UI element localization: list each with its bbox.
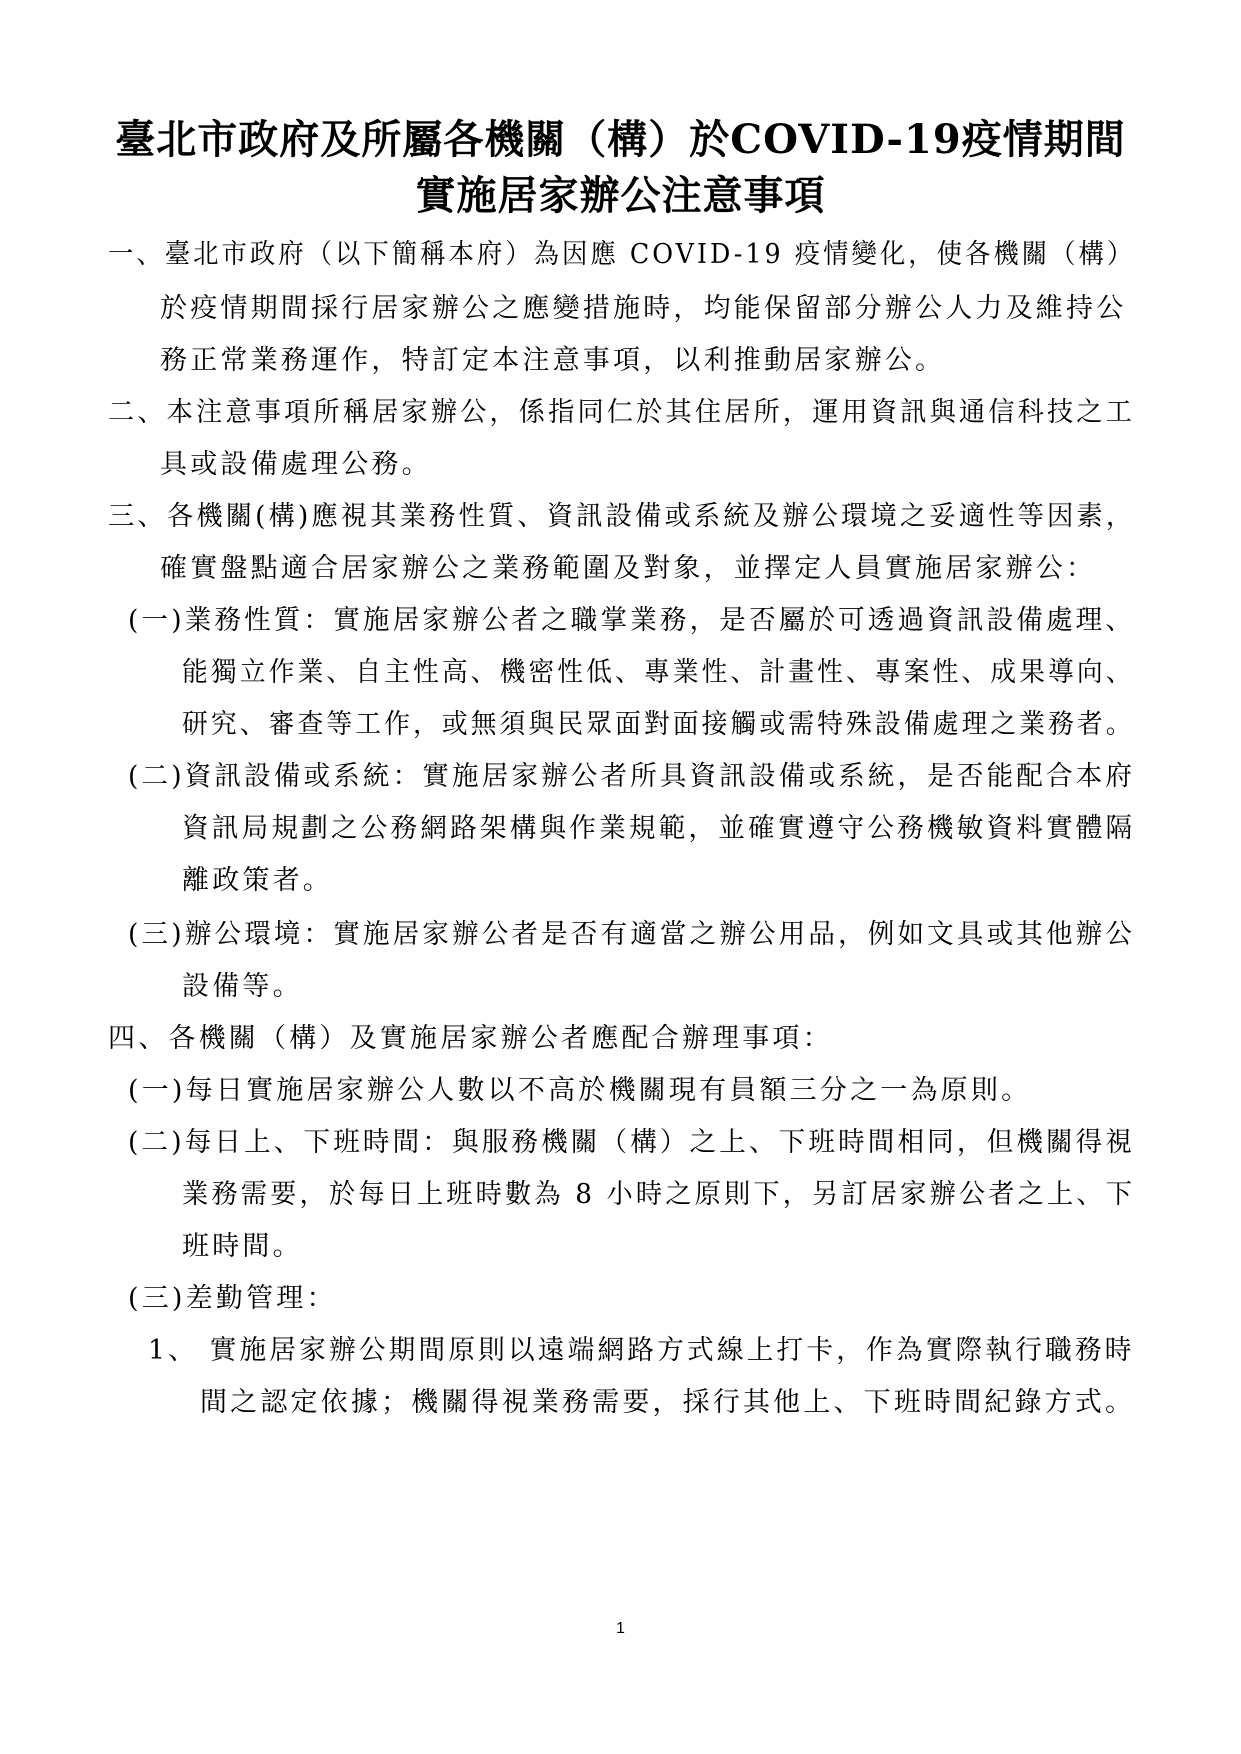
document-title-line-2: 實施居家辦公注意事項 <box>415 172 826 219</box>
paragraph-line: (三)辦公環境：實施居家辦公者是否有適當之辦公用品，例如文具或其他辦公 <box>128 919 1136 950</box>
paragraph-line: 研究、審查等工作，或無須與民眾面對面接觸或需特殊設備處理之業務者。 <box>182 709 1135 740</box>
paragraph-line: 設備等。 <box>182 971 303 1002</box>
paragraph-line: 間之認定依據；機關得視業務需要，採行其他上、下班時間紀錄方式。 <box>200 1387 1136 1418</box>
paragraph-line: 二、本注意事項所稱居家辦公，係指同仁於其住居所，運用資訊與通信科技之工 <box>108 397 1135 428</box>
paragraph-line: 於疫情期間採行居家辦公之應變措施時，均能保留部分辦公人力及維持公 <box>160 293 1127 324</box>
paragraph-line: 資訊局規劃之公務網路架構與作業規範，並確實遵守公務機敏資料實體隔 <box>182 813 1136 844</box>
paragraph-line: 三、各機關(構)應視其業務性質、資訊設備或系統及辦公環境之妥適性等因素， <box>108 501 1136 532</box>
paragraph-line: (一)業務性質：實施居家辦公者之職掌業務，是否屬於可透過資訊設備處理、 <box>128 605 1136 636</box>
paragraph-line: 業務需要，於每日上班時數為 8 小時之原則下，另訂居家辦公者之上、下 <box>182 1179 1136 1210</box>
paragraph-line: (三)差勤管理： <box>128 1283 337 1314</box>
document-title-line-1: 臺北市政府及所屬各機關（構）於COVID-19疫情期間 <box>115 116 1126 163</box>
paragraph-line: 1、 實施居家辦公期間原則以遠端網路方式線上打卡，作為實際執行職務時 <box>148 1335 1135 1366</box>
paragraph-line: 班時間。 <box>182 1231 303 1262</box>
paragraph-line: 務正常業務運作，特訂定本注意事項，以利推動居家辦公。 <box>160 345 946 376</box>
paragraph-line: (二)資訊設備或系統：實施居家辦公者所具資訊設備或系統，是否能配合本府 <box>128 761 1136 792</box>
paragraph-line: 具或設備處理公務。 <box>160 449 432 480</box>
paragraph-line: 離政策者。 <box>182 865 333 896</box>
paragraph-line: (一)每日實施居家辦公人數以不高於機關現有員額三分之一為原則。 <box>128 1075 1032 1106</box>
paragraph-line: 四、各機關（構）及實施居家辦公者應配合辦理事項： <box>108 1023 833 1054</box>
paragraph-line: 一、臺北市政府（以下簡稱本府）為因應 COVID-19 疫情變化，使各機關（構） <box>108 239 1136 270</box>
paragraph-line: (二)每日上、下班時間：與服務機關（構）之上、下班時間相同，但機關得視 <box>128 1127 1136 1158</box>
page-number: 1 <box>616 1620 625 1637</box>
paragraph-line: 能獨立作業、自主性高、機密性低、專業性、計畫性、專案性、成果導向、 <box>182 657 1135 688</box>
paragraph-line: 確實盤點適合居家辦公之業務範圍及對象，並擇定人員實施居家辦公： <box>160 553 1097 584</box>
